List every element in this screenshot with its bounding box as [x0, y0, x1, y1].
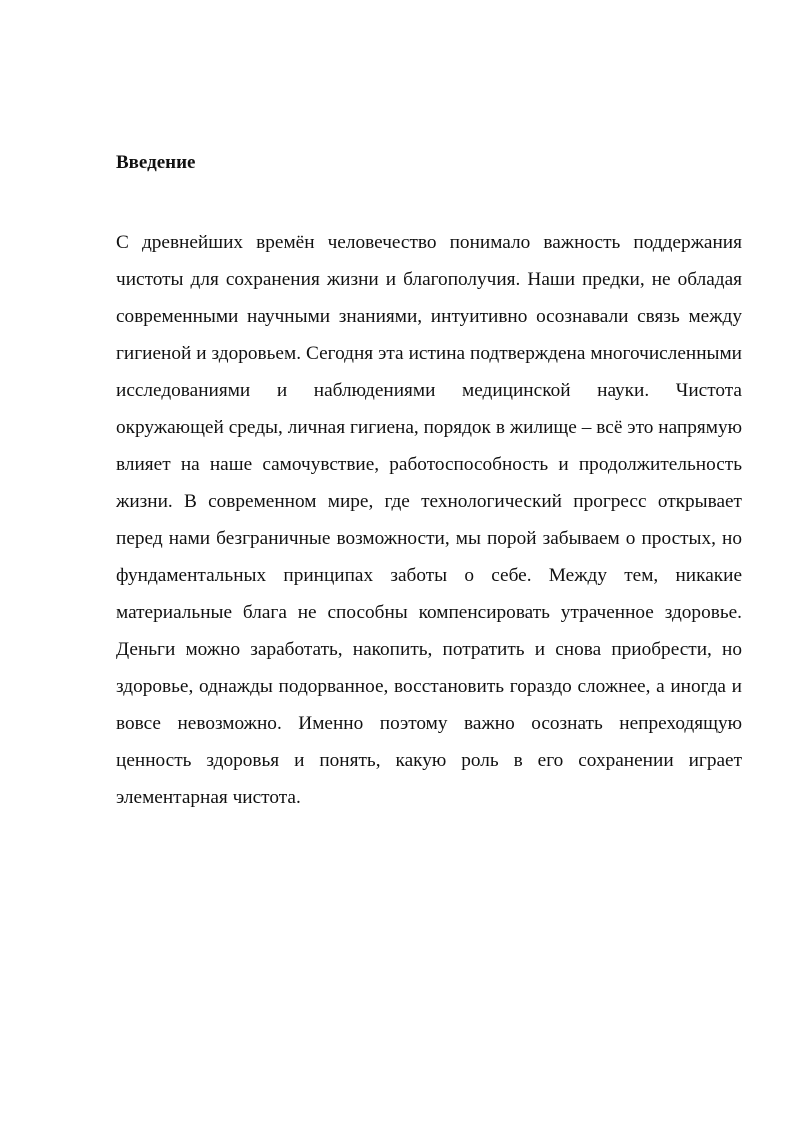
section-heading: Введение [116, 152, 196, 173]
body-paragraph: С древнейших времён человечество понимало важность поддержания чистоты для сохранения жизни и благополучия. Наши предки, не обладая современными научными знаниями, интуитивно осознавали связь между гигиеной и здоровьем. Сегодня эта истина подтверждена многочисленными исследованиями и наблюдениями медицинской науки. Чистота окружающей среды, личная гигиена, порядок в жилище – всё это напрямую влияет на наше самочувствие, работоспособность и продолжительность жизни. В современном мире, где технологический прогресс открывает перед нами безграничные возможности, мы порой забываем о простых, но фундаментальных принципах заботы о себе. Между тем, никакие материальные блага не способны компенсировать утраченное здоровье. Деньги можно заработать, накопить, потратить и снова приобрести, но здоровье, однажды подорванное, восстановить гораздо сложнее, а иногда и вовсе невозможно. Именно поэтому важно осознать непреходящую ценность здоровья и понять, какую роль в его сохранении играет элементарная чистота. [116, 232, 742, 808]
page-content [116, 150, 742, 816]
